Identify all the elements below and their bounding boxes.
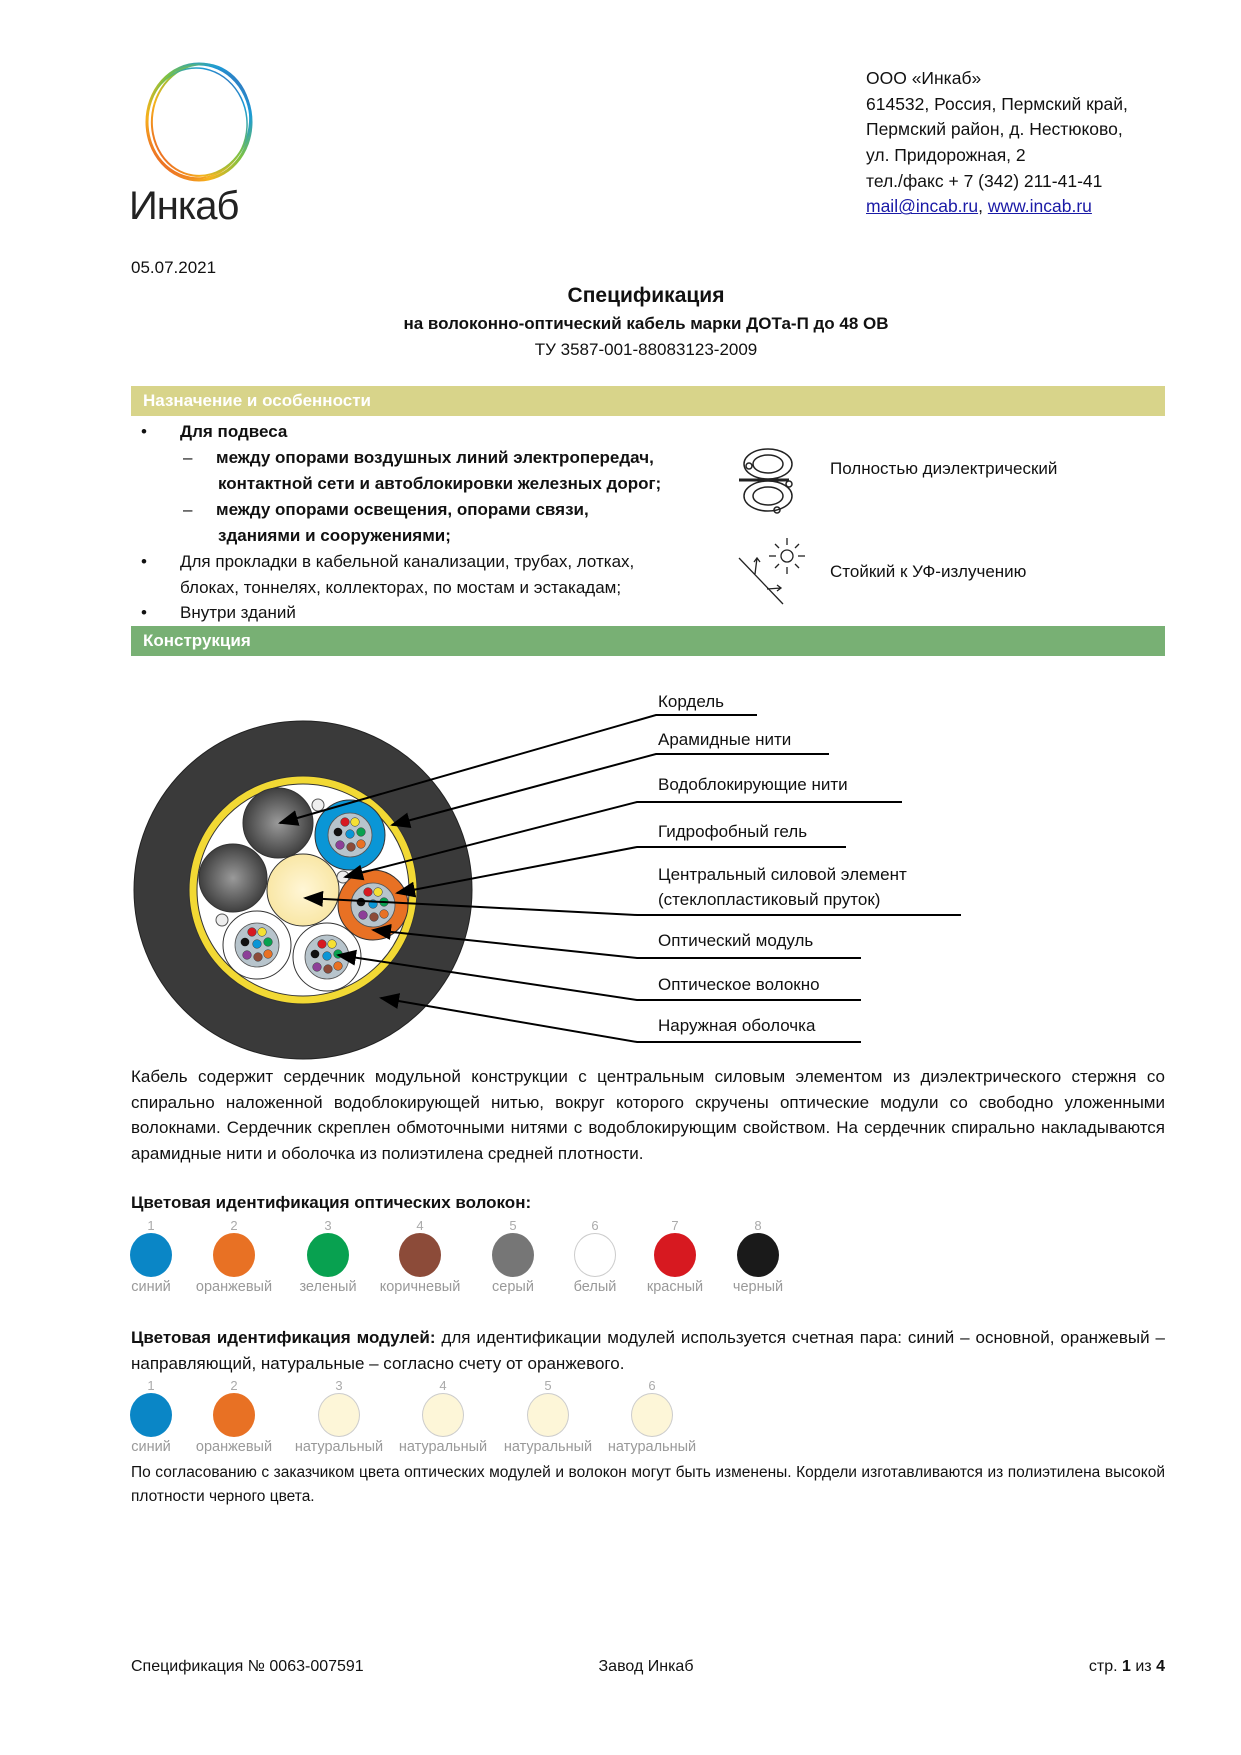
label-aramid: Арамидные нити	[658, 730, 792, 749]
footer-spec-number: Спецификация № 0063-007591	[131, 1658, 364, 1675]
color-swatch	[184, 1219, 284, 1297]
swatch-label: натуральный	[398, 1439, 488, 1455]
color-circle	[307, 1233, 349, 1277]
label-fiber: Оптическое волокно	[658, 975, 820, 994]
sub-item: зданиями и сооружениями;	[218, 526, 451, 545]
swatch-label: оранжевый	[195, 1279, 273, 1295]
color-swatch	[498, 1379, 598, 1457]
page-title: Спецификация	[567, 284, 725, 307]
logo-rings-icon	[131, 58, 266, 188]
website-link[interactable]: www.incab.ru	[987, 196, 1092, 217]
label-gel: Гидрофобный гель	[658, 822, 808, 841]
sub-item: между опорами освещения, опорами связи,	[216, 500, 589, 519]
dash-icon: –	[183, 500, 193, 519]
color-circle	[654, 1233, 696, 1277]
swatch-label: зеленый	[299, 1279, 357, 1295]
swatch-label: серый	[492, 1279, 534, 1295]
swatch-label: черный	[732, 1279, 784, 1295]
color-circle	[399, 1233, 441, 1277]
phone: тел./факс + 7 (342) 211-41-41	[866, 170, 1103, 191]
swatch-number: 6	[591, 1218, 599, 1233]
current-page: 1	[1122, 1658, 1131, 1675]
swatch-label: синий	[131, 1439, 171, 1455]
color-swatch	[184, 1379, 284, 1457]
swatch-label: натуральный	[503, 1439, 593, 1455]
address-line: Пермский район, д. Нестюково,	[866, 119, 1123, 140]
color-circle	[631, 1393, 673, 1437]
swatch-number: 2	[230, 1218, 238, 1233]
sub-item: между опорами воздушных линий электропередач,	[216, 448, 654, 467]
label-cord: Кордель	[658, 692, 725, 711]
bullet-icon: •	[141, 603, 147, 622]
note: По согласованию с заказчиком цвета оптических модулей и волокон могут быть изменены. Кордели изготавливаются из полиэтилена высокой плотности черного цвета.	[131, 1464, 1165, 1505]
swatch-number: 2	[230, 1378, 238, 1393]
swatch-number: 6	[648, 1378, 656, 1393]
company-address	[866, 66, 1128, 220]
label-central-member: Центральный силовой элемент	[658, 865, 907, 884]
color-circle	[213, 1233, 255, 1277]
bullet-icon: •	[141, 422, 147, 441]
swatch-number: 8	[754, 1218, 762, 1233]
separator: ,	[978, 196, 988, 217]
uv-resistant-icon	[737, 534, 807, 606]
footer-page-number	[1089, 1658, 1165, 1676]
logo-text: Инкаб	[129, 184, 239, 228]
color-circle	[527, 1393, 569, 1437]
dielectric-icon	[737, 446, 799, 516]
swatch-number: 3	[335, 1378, 343, 1393]
color-circle	[130, 1233, 172, 1277]
bullet-icon: •	[141, 552, 147, 571]
cord	[243, 788, 313, 858]
swatch-number: 1	[147, 1378, 155, 1393]
swatch-number: 3	[324, 1218, 332, 1233]
feature-uv: Стойкий к УФ-излучению	[830, 562, 1027, 581]
swatch-label: синий	[131, 1279, 171, 1295]
color-circle	[318, 1393, 360, 1437]
swatch-label: коричневый	[379, 1279, 461, 1295]
cord	[199, 844, 267, 912]
dash-icon: –	[183, 448, 193, 467]
feature-dielectric: Полностью диэлектрический	[830, 459, 1058, 478]
color-circle	[213, 1393, 255, 1437]
incab-logo	[131, 58, 266, 193]
label-jacket: Наружная оболочка	[658, 1016, 816, 1035]
module-colors-description: для идентификации модулей используется счетная пара: синий – основной, оранжевый – направляющий, натуральные – согласно счету от оранжевого.	[131, 1328, 1165, 1373]
label-water-blocking: Водоблокирующие нити	[658, 775, 848, 794]
swatch-label: натуральный	[294, 1439, 384, 1455]
page-prefix: стр.	[1088, 1658, 1123, 1675]
swatch-number: 7	[671, 1218, 679, 1233]
color-circle	[130, 1393, 172, 1437]
bullet-item: Для прокладки в кабельной канализации, трубах, лотках,	[180, 552, 635, 571]
bullet-item: Для подвеса	[180, 422, 288, 441]
bullet-item: блоках, тоннелях, коллекторах, по мостам и эстакадам;	[180, 578, 622, 597]
swatch-label: натуральный	[607, 1439, 697, 1455]
sub-item: контактной сети и автоблокировки железных дорог;	[218, 474, 662, 493]
footer-factory: Завод Инкаб	[598, 1658, 694, 1675]
swatch-number: 4	[416, 1218, 424, 1233]
swatch-number: 5	[509, 1218, 517, 1233]
swatch-label: оранжевый	[195, 1439, 273, 1455]
module-colors-heading: Цветовая идентификация модулей:	[131, 1328, 436, 1347]
color-swatch	[708, 1219, 808, 1297]
color-swatch	[393, 1379, 493, 1457]
tu-number: ТУ 3587-001-88083123-2009	[534, 340, 758, 359]
color-circle	[422, 1393, 464, 1437]
fiber-colors-heading: Цветовая идентификация оптических волокон:	[131, 1193, 532, 1212]
color-swatch	[289, 1379, 389, 1457]
swatch-number: 1	[147, 1218, 155, 1233]
swatch-number: 4	[439, 1378, 447, 1393]
address-line: ул. Придорожная, 2	[866, 145, 1026, 166]
company-name: ООО «Инкаб»	[866, 68, 982, 88]
section-header-construction: Конструкция	[131, 626, 1165, 656]
color-circle	[492, 1233, 534, 1277]
swatch-label: красный	[646, 1279, 704, 1295]
date: 05.07.2021	[131, 258, 217, 277]
module-colors-text	[131, 1325, 1165, 1376]
color-circle	[574, 1233, 616, 1277]
color-circle	[737, 1233, 779, 1277]
section-header-purpose: Назначение и особенности	[131, 386, 1165, 416]
bullet-item: Внутри зданий	[180, 603, 296, 622]
subtitle: на волоконно-оптический кабель марки ДОТа-П до 48 ОВ	[403, 314, 889, 333]
label-module: Оптический модуль	[658, 931, 814, 950]
email-link[interactable]: mail@incab.ru	[866, 196, 979, 217]
address-line: 614532, Россия, Пермский край,	[866, 93, 1128, 114]
swatch-number: 5	[544, 1378, 552, 1393]
page-of: из	[1130, 1658, 1157, 1675]
label-central-member-2: (стеклопластиковый пруток)	[658, 890, 881, 909]
swatch-label: белый	[573, 1279, 617, 1295]
color-swatch	[278, 1219, 378, 1297]
construction-description: Кабель содержит сердечник модульной конструкции с центральным силовым элементом из диэлектрического стержня со спирально наложенной водоблокирующей нитью, вокруг которого скручены оптические модули со свободно уложенными волокнами. Сердечник скреплен обмоточными нитями с водоблокирующим свойством. На сердечник спирально накладываются арамидные нити и оболочка из полиэтилена средней плотности.	[131, 1067, 1165, 1164]
total-pages: 4	[1156, 1658, 1165, 1675]
color-swatch	[370, 1219, 470, 1297]
central-strength-member	[267, 854, 339, 926]
color-swatch	[602, 1379, 702, 1457]
